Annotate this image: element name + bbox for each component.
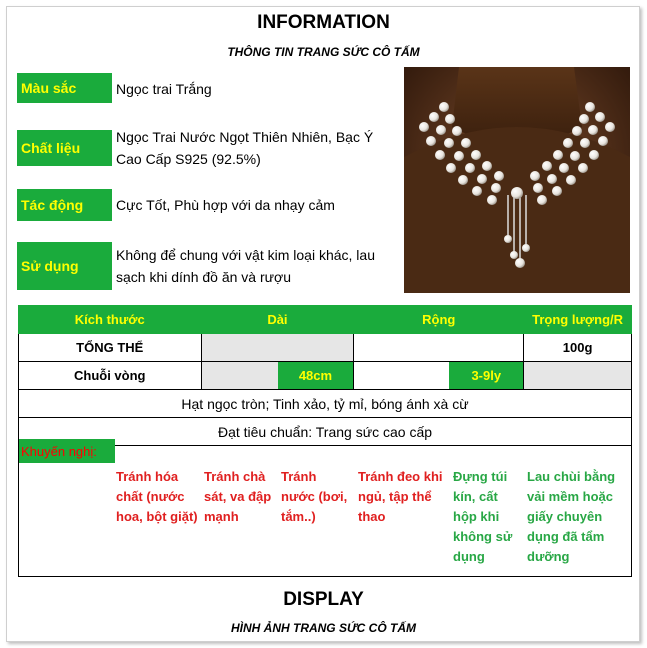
display-subtitle: HÌNH ẢNH TRANG SỨC CÔ TẤM (230, 621, 417, 635)
info-title: INFORMATION (257, 12, 390, 33)
row-length-cell (201, 362, 354, 390)
recommend-item: Tránh đeo khi ngủ, tập thể thao (358, 469, 443, 524)
recommend-box (18, 439, 632, 577)
recommend-label: Khuyến nghị: (19, 439, 115, 463)
table-row (19, 362, 632, 390)
header-weight: Trọng lượng/R (524, 306, 632, 334)
row-length: 48cm (278, 362, 354, 389)
note-pearl: Hạt ngọc tròn; Tinh xảo, tỷ mỉ, bóng ánh xà cừ (19, 390, 632, 418)
grey-block (202, 362, 278, 389)
row-name: TỔNG THỂ (19, 334, 202, 362)
row-name: Chuỗi vòng (19, 362, 202, 390)
header-length: Dài (201, 306, 354, 334)
recommend-item: Tránh chà sát, va đập mạnh (204, 469, 272, 524)
label-effect: Tác động (17, 189, 112, 221)
label-usage: Sử dụng (17, 242, 112, 290)
row-weight: 100g (524, 334, 632, 362)
spec-header-row (19, 306, 632, 334)
row-length (201, 334, 354, 362)
info-subtitle: THÔNG TIN TRANG SỨC CÔ TẤM (227, 45, 420, 59)
display-title: DISPLAY (283, 589, 364, 610)
row-width (354, 334, 524, 362)
recommend-item: Lau chùi bằng vải mềm hoặc giấy chuyên dụng đã tẩm dưỡng (527, 469, 616, 564)
value-usage: Không để chung với vật kim loại khác, lau sạch khi dính đồ ăn và rượu (116, 247, 375, 285)
note-standard: Đạt tiêu chuẩn: Trang sức cao cấp (19, 418, 632, 446)
row-width-cell (354, 362, 524, 390)
spec-table (18, 305, 632, 446)
label-material: Chất liệu (17, 130, 112, 166)
blank-block (354, 362, 449, 389)
header-size: Kích thước (19, 306, 202, 334)
value-effect: Cực Tốt, Phù hợp với da nhạy cảm (116, 197, 335, 213)
header-width: Rộng (354, 306, 524, 334)
product-photo (404, 67, 630, 293)
recommend-item: Đựng túi kín, cất hộp khi không sử dụng (453, 469, 513, 564)
recommend-item: Tránh hóa chất (nước hoa, bột giặt) (116, 469, 198, 524)
row-width: 3-9ly (449, 362, 523, 389)
row-weight (524, 362, 632, 390)
note-row (19, 390, 632, 418)
recommend-item: Tránh nước (bơi, tắm..) (281, 469, 348, 524)
label-color: Màu sắc (17, 73, 112, 103)
value-material: Ngọc Trai Nước Ngọt Thiên Nhiên, Bạc Ý Cao Cấp S925 (92.5%) (116, 129, 374, 167)
table-row (19, 334, 632, 362)
value-color: Ngọc trai Trắng (116, 81, 212, 97)
